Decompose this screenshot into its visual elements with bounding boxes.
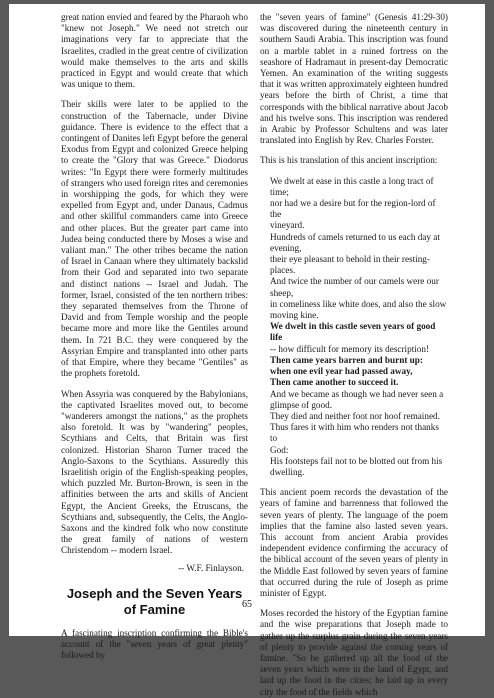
- page-number: 65: [242, 599, 252, 610]
- poem-line: evening,: [270, 242, 302, 253]
- inscription-poem: [270, 176, 448, 478]
- paragraph: the "seven years of famine" (Genesis 41:29-30) was discovered during the nineteenth century in southern Saudi Arabia. This inscription was found on a marble tablet in a ruined fortress on the seashore of Hadramaut in present-day Democratic Yemen. An examination of the writing suggests that it was written approximately eighteen hundred years before the birth of Christ, a time that corresponds with the biblical narrative about Jacob and his twelve sons. This inscription was rendered in Arabic by Professor Schultens and was later translated into English by Rev. Charles Forster.: [260, 12, 448, 146]
- poem-line: Thus fares it with him who renders not thanks to: [270, 422, 439, 444]
- paragraph: great nation envied and feared by the Pharaoh who "knew not Joseph." We need not stretch our imaginations very far to appreciate that the Israelites, cradled in the great centre of civilization would make themselves to the arts and skills practiced in Egypt and would create that which was unique to them.: [61, 12, 248, 90]
- paragraph: This is his translation of this ancient inscription:: [260, 155, 438, 166]
- paragraph: This ancient poem records the devastation of the years of famine and barrenness that followed the seven years of plenty. The language of the poem implies that the famine also lasted seven years. This account from ancient Arabia provides independent evidence confirming the accuracy of the biblical account of the seven years of plenty in the Middle East followed by seven years of famine that occurred during the rule of Joseph as prime minister of Egypt.: [260, 487, 448, 598]
- left-column: [61, 12, 248, 661]
- poem-line: in comeliness like white does, and also the slow: [270, 298, 447, 309]
- poem-line: glimpse of good.: [270, 399, 333, 410]
- paragraph: A fascinating inscription confirming the Bible's account of the "seven years of great plenty" followed by: [61, 627, 248, 661]
- poem-line: Then came years barren and burnt up:: [270, 354, 423, 365]
- document-page: [9, 4, 485, 697]
- poem-line: Hundreds of camels returned to us each day at: [270, 231, 440, 242]
- author-signature: -- W.F. Finlayson.: [178, 562, 244, 573]
- poem-line: They died and neither foot nor hoof remained.: [270, 410, 440, 421]
- poem-line: -- how difficult for memory its description!: [270, 343, 430, 354]
- poem-line: dwelling.: [270, 466, 305, 477]
- poem-line: their eye pleasant to behold in their resting-places.: [270, 254, 430, 276]
- right-column: [260, 12, 448, 698]
- poem-line: vineyard.: [270, 220, 305, 231]
- paragraph: Moses recorded the history of the Egyptian famine and the wise preparations that Joseph made to gather up the surplus grain during the seven years of plenty to provide against the coming years of famine. "So he gathered up all the food of the seven years which were in the land of Egypt, and laid up the food in the cities; he laid up in every city the food of the fields which: [260, 608, 448, 697]
- poem-line: We dwelt in this castle seven years of good life: [270, 321, 436, 343]
- poem-line: Then came another to succeed it.: [270, 377, 399, 388]
- poem-line: And we became as though we had never seen a: [270, 388, 444, 399]
- poem-line: God:: [270, 444, 289, 455]
- poem-line: moving kine.: [270, 310, 319, 321]
- poem-line: when one evil year had passed away,: [270, 366, 413, 377]
- poem-line: We dwelt at ease in this castle a long tract of time;: [270, 175, 434, 197]
- poem-line: His footsteps fail not to be blotted out from his: [270, 455, 443, 466]
- poem-line: nor had we a desire but for the region-lord of the: [270, 198, 436, 220]
- poem-line: And twice the number of our camels were our sheep,: [270, 276, 439, 298]
- paragraph: Their skills were later to be applied to the construction of the Tabernacle, under Divine guidance. There is evidence to the effect that a contingent of Danites left Egypt before the general Exodus from Egypt and colonized Greece helping to create the "Glory that was Greece." Diodorus writes: "In Egypt there were formerly multitudes of strangers who used foreign rites and ceremonies in worshipping the gods, for which they were expelled from Egypt and, under Danaus, Cadmus and other skillful commanders came into Greece and other places. But the greater part came into Judea being conducted there by Moses a wise and valiant man." The other tribes became the nation of Israel in Canaan where they ultimately backslid from their God and separated into two separate and distinct nations -- Israel and Judah. The former, Israel, consisted of the ten northern tribes: they separated themselves from the Throne of David and from Temple worship and the people became more and more like the Gentiles around them. In 721 B.C. they were conquered by the Assyrian Empire and transplanted into other parts of that Empire, where they became "Gentiles" as the prophets foretold.: [61, 99, 249, 379]
- paragraph: When Assyria was conquered by the Babylonians, the captivated Israelites moved out, to become "wanderers amongst the nations," as the prophets also foretold. It was by "wandering" peoples, Scythians and Celts, that Britain was first colonized. Historian Sharon Turner traced the Anglo-Saxons to the Scythians. Assuredly this Israelitish origin of the English-speaking peoples, which puzzled Mr. Burton-Brown, is seen in the affinities between the arts and skills of Ancient Egypt, the Ancient Greeks, the Etruscans, the Scythians and, subsequently, the Celts, the Anglo-Saxons and the kindred folk who now constitute the great family of nations of western Christendom -- modern Israel.: [61, 388, 248, 556]
- article-heading: Joseph and the Seven Years of Famine: [66, 585, 243, 617]
